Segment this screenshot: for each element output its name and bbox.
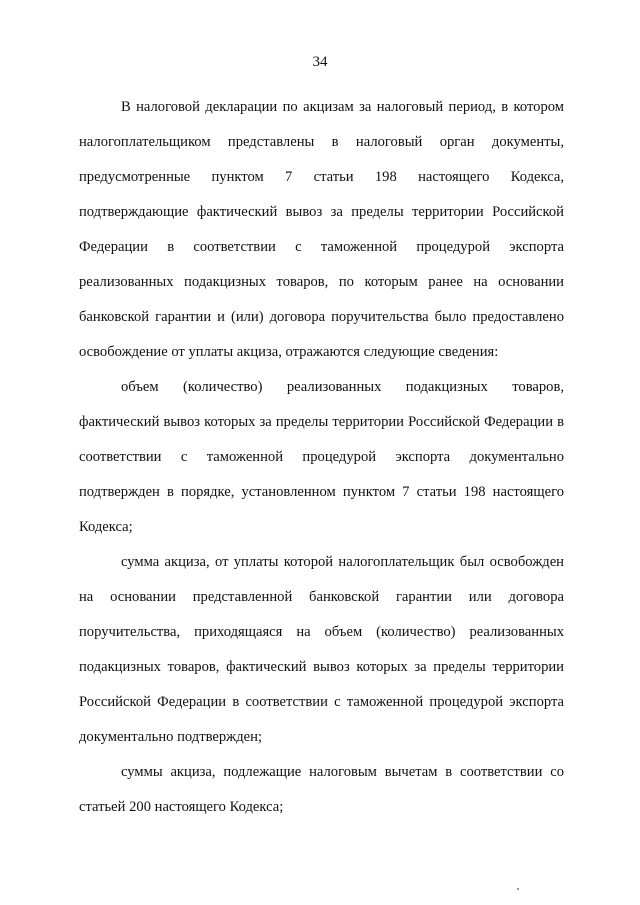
- document-body: [79, 90, 564, 825]
- paragraph-volume-of-goods: объем (количество) реализованных подакцизных товаров, фактический вывоз которых за пределы территории Российской Федерации в соответствии с таможенной процедурой экспорта документально подтвержден в порядке, установленном пунктом 7 статьи 198 настоящего Кодекса;: [79, 379, 564, 535]
- scan-speck: [517, 888, 519, 890]
- paragraph-excise-amount: сумма акциза, от уплаты которой налогоплательщик был освобожден на основании представленной банковской гарантии или договора поручительства, приходящаяся на объем (количество) реализованных подакцизных товаров, фактический вывоз которых за пределы территории Российской Федерации в соответствии с таможенной процедурой экспорта документально подтвержден;: [79, 554, 564, 745]
- paragraph-declaration-intro: В налоговой декларации по акцизам за налоговый период, в котором налогоплательщиком представлены в налоговый орган документы, предусмотренные пунктом 7 статьи 198 настоящего Кодекса, подтверждающие фактический вывоз за пределы территории Российской Федерации в соответствии с таможенной процедурой экспорта реализованных подакцизных товаров, по которым ранее на основании банковской гарантии и (или) договора поручительства было предоставлено освобождение от уплаты акциза, отражаются следующие сведения:: [79, 99, 564, 360]
- paragraph-tax-deductions: суммы акциза, подлежащие налоговым вычетам в соответствии со статьей 200 настоящего Кодекса;: [79, 764, 564, 815]
- page-number: 34: [312, 54, 328, 70]
